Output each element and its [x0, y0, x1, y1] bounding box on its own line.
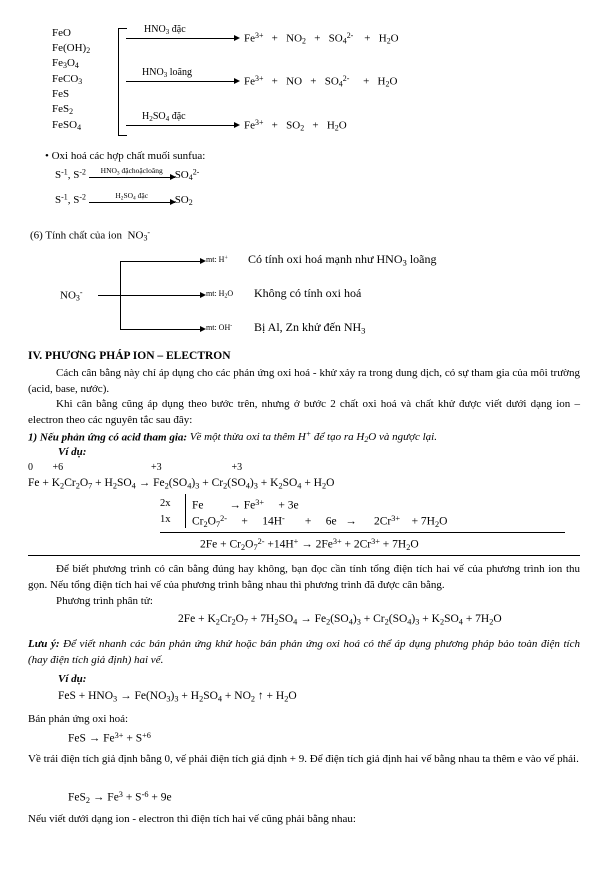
half-reaction-1: Fe → $Fe^{3+}$ + 3e [192, 498, 299, 512]
sulfua-arrow-1 [89, 165, 175, 183]
section4-heading: IV. PHƯƠNG PHÁP ION – ELECTRON [28, 350, 231, 362]
example-equation-2: FeS + $HNO_3 \to Fe(NO_3)_3 + H_2SO_4 + NO_2$ ↑ + $H_2O$ [58, 690, 297, 704]
sulfua-line1-left: $S^{-1}$, $S^{-2}$ [55, 168, 86, 182]
branch1-product: $Fe^{3+} + NO_2 + SO_4^{2-}$ + $H_2O$ [244, 31, 399, 46]
branch2-product: $Fe^{3+}$ + NO + $SO_4^{2-}$ + $H_2O$ [244, 74, 398, 89]
no3-branch2-line [120, 295, 200, 296]
sulfua-cond-1: $HNO_3$ đặchoặcloãng [100, 165, 163, 177]
reactant-feoh2: $Fe(OH)_2$ [52, 41, 91, 55]
scheme-reactant-list [52, 26, 90, 133]
branch1-condition: $HNO_3$ đặc [144, 24, 186, 37]
section4-paragraph-4: Phương trình phân tử: [56, 595, 153, 607]
no3-properties-scheme [60, 252, 540, 340]
summed-ionic-equation: $2Fe + Cr_2O_7^{2-} +14H^+ \to 2Fe^{3+} + 2Cr^{3+} + 7H_2O$ [200, 537, 419, 552]
branch3-arrow [126, 125, 234, 126]
sulfua-line2-right: $SO_2$ [174, 194, 193, 208]
reactant-feo: FeO [52, 27, 71, 39]
reactant-fes2: FeS$_2$ [52, 103, 74, 117]
sulfua-line-1 [55, 165, 200, 183]
no3-branch1-condition: mt: H+ [206, 255, 228, 264]
branch3-arrowhead [234, 122, 240, 128]
rule-1-text: Về một thừa oxi ta thêm H+ để tạo ra $H_2O$ và ngược lại. [187, 430, 437, 445]
luuy-text: Để viết nhanh các bán phản ứng khử hoặc bán phản ứng oxi hoá có thể áp dụng phương pháp bảo toàn điện tích (hay điện tích giả định) hai vế. [28, 638, 580, 666]
no3-ion-label: $NO_3^-$ [60, 288, 83, 303]
branch1-arrow [126, 38, 234, 39]
ox-num-1: +6 [52, 462, 64, 473]
molecular-equation: $2Fe + K_2Cr_2O_7 + 7H_2SO_4 \to Fe_2(SO_4)_3 + Cr_2(SO_4)_3 + K_2SO_4 + 7H_2O$ [178, 613, 502, 627]
section-divider-rule [28, 555, 580, 556]
no3-branch3-text: Bị Al, Zn khử đến $NH_3$ [254, 320, 366, 336]
section4-paragraph-3: Để biết phương trình có cân bằng đúng hay không, bạn đọc cần tính tổng điện tích hai vế của phương trình ion thu gọn. Nếu tổng điện tích hai vế của phương trình bằng nhau thì phương trình đã được cân bằng. [28, 563, 580, 591]
half-reaction-2: $Cr_2O_7^{2-}$ + 14H- + 6e → $2Cr^{3+}$ + $7H_2O$ [192, 514, 448, 529]
no3-branch3-condition: mt: OH- [206, 323, 233, 332]
section4-paragraph-2: Khi cân bằng cũng áp dụng theo bước trên, nhưng ở bước 2 chất oxi hoá và chất khử được viết dưới dạng ion – electron theo các nguyên tắc sau đây: [28, 398, 580, 426]
vidu-2-label: Ví dụ: [58, 673, 87, 685]
no3-branch2-text: Không có tính oxi hoá [254, 286, 362, 300]
branch2-arrow [126, 81, 234, 82]
sulfua-cond-2: $H_2SO_4$ đặc [115, 190, 149, 202]
no3-branch3-line [120, 329, 200, 330]
iron-compounds-scheme [46, 20, 566, 140]
half-reaction-1-coef: 2x [160, 498, 171, 509]
branch2-condition: $HNO_3$ loãng [142, 67, 192, 80]
no3-branch1-line [120, 261, 200, 262]
reactant-fe3o4: $Fe_3O_4$ [52, 57, 79, 71]
sulfua-line1-right: $SO_4^{2-}$ [174, 168, 200, 183]
sulfua-line-2 [55, 190, 193, 208]
ban-phan-ung-label: Bán phản ứng oxi hoá: [28, 713, 129, 725]
half-reaction-2-coef: 1x [160, 514, 171, 525]
half-reaction-rule [160, 532, 565, 533]
scheme-brace [118, 28, 127, 136]
sulfua-arrow-2 [89, 190, 175, 208]
sulfua-line2-left: $S^{-1}$, $S^{-2}$ [55, 193, 86, 207]
reactant-fes: FeS [52, 88, 70, 101]
main-equation: $Fe + K_2Cr_2O_7 + H_2SO_4 \to Fe_2(SO_4)_3 + Cr_2(SO_4)_3 + K_2SO_4 + H_2O$ [28, 477, 335, 491]
branch3-condition: $H_2SO_4$ đặc [142, 111, 186, 124]
no3-stem [98, 295, 120, 296]
branch2-arrowhead [234, 78, 240, 84]
luuy-block [28, 637, 580, 668]
rule-1-label: 1) Nếu phản ứng có acid tham gia: [28, 431, 188, 444]
reactant-feco3: FeCO$_3$ [52, 72, 83, 87]
section4-paragraph-1: Cách cân bằng này chỉ áp dụng cho các phản ứng oxi hoá - khử xảy ra trong dung dịch, có sự tham gia của môi trường (acid, base, nước). [28, 367, 580, 395]
no3-branch1-text: Có tính oxi hoá mạnh như $HNO_3$ loãng [248, 252, 437, 268]
reactant-feso4: FeSO$_4$ [52, 118, 82, 132]
half-reactions-divider [185, 494, 186, 528]
example-equation-4: $FeS_2 \to Fe^3 + S^{-6} + 9e$ [68, 790, 172, 805]
rule-1-line [28, 429, 580, 446]
vidu-1-label: Ví dụ: [58, 446, 87, 458]
ox-num-2: +3 [151, 462, 162, 473]
branch1-arrowhead [234, 35, 240, 41]
branch3-product: $Fe^{3+} + SO_2 + H_2O$ [244, 118, 347, 133]
ox-num-3: +3 [231, 462, 243, 473]
sulfua-heading: • Oxi hoá các hợp chất muối sunfua: [45, 150, 206, 162]
example-equation-3: FeS → $Fe^{3+} + S^{+6}$ [68, 731, 151, 745]
oxidation-numbers-row [28, 462, 242, 473]
ox-num-0: 0 [28, 462, 33, 473]
no3-branch2-condition: mt: $H_2O$ [206, 289, 234, 300]
section4-paragraph-6: Nếu viết dưới dạng ion - electron thì điện tích hai vế cũng phải bằng nhau: [28, 813, 356, 825]
luuy-label: Lưu ý: [28, 638, 60, 650]
section6-title: (6) Tính chất của ion $NO_3^-$ [30, 228, 151, 243]
section4-paragraph-5: Về trái điện tích giả định bằng 0, vế phải điện tích giả định + 9. Để điện tích giả định hai vế bằng nhau ta thêm e vào vế phải. [28, 753, 579, 765]
